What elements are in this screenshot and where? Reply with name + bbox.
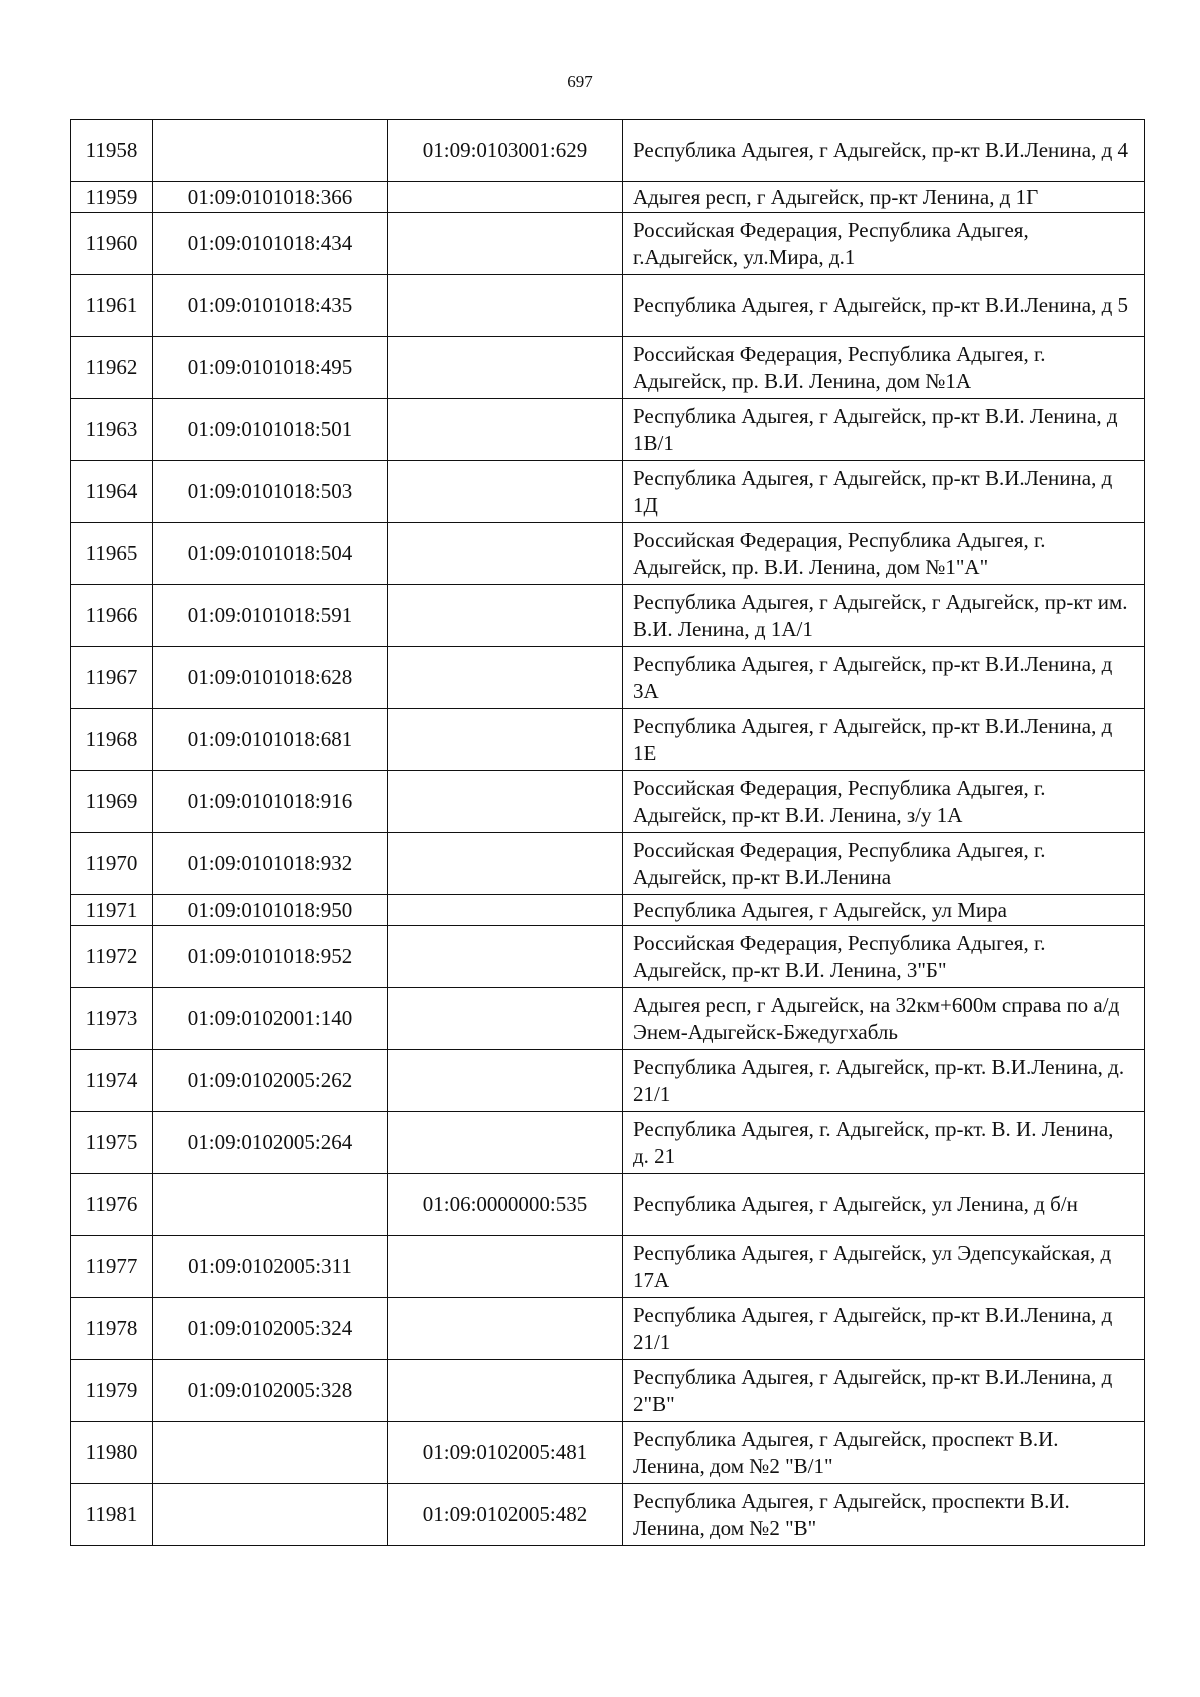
table-row	[71, 120, 1145, 182]
row-number: 11976	[71, 1174, 153, 1236]
cadastral-number-alt: 01:09:0102005:481	[388, 1422, 623, 1484]
cadastral-number: 01:09:0101018:366	[153, 182, 388, 213]
cadastral-number: 01:09:0101018:952	[153, 926, 388, 988]
table-row	[71, 1298, 1145, 1360]
row-number: 11977	[71, 1236, 153, 1298]
address: Адыгея респ, г Адыгейск, пр-кт Ленина, д 1Г	[623, 182, 1145, 213]
row-number: 11959	[71, 182, 153, 213]
row-number: 11963	[71, 399, 153, 461]
table-row	[71, 926, 1145, 988]
cadastral-number: 01:09:0102005:262	[153, 1050, 388, 1112]
table-row	[71, 337, 1145, 399]
cadastral-number-alt	[388, 988, 623, 1050]
row-number: 11979	[71, 1360, 153, 1422]
table-row	[71, 585, 1145, 647]
cadastral-number-alt	[388, 1236, 623, 1298]
cadastral-number	[153, 1422, 388, 1484]
cadastral-number: 01:09:0101018:501	[153, 399, 388, 461]
table-row	[71, 1422, 1145, 1484]
registry-table	[70, 119, 1145, 1546]
cadastral-number-alt	[388, 895, 623, 926]
table-row	[71, 647, 1145, 709]
address: Республика Адыгея, г Адыгейск, ул Эдепсукайская, д 17А	[623, 1236, 1145, 1298]
table-row	[71, 1112, 1145, 1174]
address: Республика Адыгея, г Адыгейск, пр-кт В.И.Ленина, д 3А	[623, 647, 1145, 709]
address: Республика Адыгея, г Адыгейск, ул Ленина, д б/н	[623, 1174, 1145, 1236]
page-number: 697	[567, 72, 593, 91]
address: Адыгея респ, г Адыгейск, на 32км+600м справа по а/д Энем-Адыгейск-Бжедугхабль	[623, 988, 1145, 1050]
address: Республика Адыгея, г Адыгейск, пр-кт В.И.Ленина, д 4	[623, 120, 1145, 182]
row-number: 11965	[71, 523, 153, 585]
cadastral-number-alt	[388, 182, 623, 213]
address: Республика Адыгея, г Адыгейск, г Адыгейск, пр-кт им. В.И. Ленина, д 1А/1	[623, 585, 1145, 647]
table-row	[71, 213, 1145, 275]
cadastral-number-alt	[388, 461, 623, 523]
address: Республика Адыгея, г Адыгейск, пр-кт В.И.Ленина, д 1Е	[623, 709, 1145, 771]
cadastral-number: 01:09:0101018:504	[153, 523, 388, 585]
table-row	[71, 709, 1145, 771]
cadastral-number: 01:09:0101018:495	[153, 337, 388, 399]
cadastral-number-alt	[388, 1298, 623, 1360]
row-number: 11968	[71, 709, 153, 771]
address: Республика Адыгея, г Адыгейск, ул Мира	[623, 895, 1145, 926]
address: Республика Адыгея, г Адыгейск, пр-кт В.И.Ленина, д 1Д	[623, 461, 1145, 523]
table-row	[71, 1484, 1145, 1546]
cadastral-number: 01:09:0102005:324	[153, 1298, 388, 1360]
address: Республика Адыгея, г Адыгейск, пр-кт В.И.Ленина, д 5	[623, 275, 1145, 337]
table-row	[71, 1360, 1145, 1422]
table-row	[71, 771, 1145, 833]
row-number: 11980	[71, 1422, 153, 1484]
table-row	[71, 895, 1145, 926]
cadastral-number: 01:09:0102005:264	[153, 1112, 388, 1174]
row-number: 11966	[71, 585, 153, 647]
table-row	[71, 1050, 1145, 1112]
cadastral-number: 01:09:0102005:328	[153, 1360, 388, 1422]
row-number: 11978	[71, 1298, 153, 1360]
row-number: 11960	[71, 213, 153, 275]
cadastral-number: 01:09:0101018:916	[153, 771, 388, 833]
cadastral-number-alt	[388, 833, 623, 895]
cadastral-number	[153, 1484, 388, 1546]
row-number: 11964	[71, 461, 153, 523]
address: Республика Адыгея, г. Адыгейск, пр-кт. В. И. Ленина, д. 21	[623, 1112, 1145, 1174]
cadastral-number: 01:09:0101018:628	[153, 647, 388, 709]
cadastral-number: 01:09:0101018:932	[153, 833, 388, 895]
table-row	[71, 1174, 1145, 1236]
cadastral-number: 01:09:0101018:950	[153, 895, 388, 926]
address: Республика Адыгея, г. Адыгейск, пр-кт. В.И.Ленина, д. 21/1	[623, 1050, 1145, 1112]
cadastral-number: 01:09:0101018:681	[153, 709, 388, 771]
address: Российская Федерация, Республика Адыгея, г. Адыгейск, пр-кт В.И. Ленина, 3"Б"	[623, 926, 1145, 988]
address: Российская Федерация, Республика Адыгея, г. Адыгейск, пр. В.И. Ленина, дом №1"А"	[623, 523, 1145, 585]
table-row	[71, 1236, 1145, 1298]
address: Республика Адыгея, г Адыгейск, проспекти В.И. Ленина, дом №2 "В"	[623, 1484, 1145, 1546]
cadastral-number-alt	[388, 1112, 623, 1174]
cadastral-number-alt	[388, 1050, 623, 1112]
table-row	[71, 523, 1145, 585]
table-row	[71, 182, 1145, 213]
row-number: 11961	[71, 275, 153, 337]
cadastral-number-alt	[388, 926, 623, 988]
address: Республика Адыгея, г Адыгейск, пр-кт В.И.Ленина, д 21/1	[623, 1298, 1145, 1360]
cadastral-number-alt	[388, 585, 623, 647]
row-number: 11958	[71, 120, 153, 182]
cadastral-number-alt	[388, 709, 623, 771]
cadastral-number-alt	[388, 213, 623, 275]
row-number: 11974	[71, 1050, 153, 1112]
address: Российская Федерация, Республика Адыгея, г. Адыгейск, пр. В.И. Ленина, дом №1А	[623, 337, 1145, 399]
address: Республика Адыгея, г Адыгейск, пр-кт В.И.Ленина, д 2"В"	[623, 1360, 1145, 1422]
row-number: 11970	[71, 833, 153, 895]
cadastral-number-alt	[388, 275, 623, 337]
address: Российская Федерация, Республика Адыгея, г.Адыгейск, ул.Мира, д.1	[623, 213, 1145, 275]
cadastral-number-alt: 01:06:0000000:535	[388, 1174, 623, 1236]
cadastral-number	[153, 120, 388, 182]
cadastral-number: 01:09:0101018:435	[153, 275, 388, 337]
cadastral-number-alt	[388, 771, 623, 833]
cadastral-number-alt	[388, 647, 623, 709]
address: Республика Адыгея, г Адыгейск, проспект В.И. Ленина, дом №2 "В/1"	[623, 1422, 1145, 1484]
row-number: 11973	[71, 988, 153, 1050]
table-row	[71, 275, 1145, 337]
row-number: 11981	[71, 1484, 153, 1546]
cadastral-number-alt	[388, 1360, 623, 1422]
row-number: 11975	[71, 1112, 153, 1174]
cadastral-number-alt	[388, 523, 623, 585]
registry-table-body	[71, 120, 1145, 1546]
cadastral-number: 01:09:0102005:311	[153, 1236, 388, 1298]
cadastral-number-alt: 01:09:0102005:482	[388, 1484, 623, 1546]
row-number: 11971	[71, 895, 153, 926]
cadastral-number: 01:09:0102001:140	[153, 988, 388, 1050]
address: Российская Федерация, Республика Адыгея, г. Адыгейск, пр-кт В.И.Ленина	[623, 833, 1145, 895]
cadastral-number: 01:09:0101018:591	[153, 585, 388, 647]
row-number: 11967	[71, 647, 153, 709]
cadastral-number-alt: 01:09:0103001:629	[388, 120, 623, 182]
address: Российская Федерация, Республика Адыгея, г. Адыгейск, пр-кт В.И. Ленина, з/у 1А	[623, 771, 1145, 833]
table-row	[71, 461, 1145, 523]
cadastral-number-alt	[388, 337, 623, 399]
row-number: 11969	[71, 771, 153, 833]
row-number: 11962	[71, 337, 153, 399]
address: Республика Адыгея, г Адыгейск, пр-кт В.И. Ленина, д 1В/1	[623, 399, 1145, 461]
table-row	[71, 988, 1145, 1050]
cadastral-number	[153, 1174, 388, 1236]
table-row	[71, 399, 1145, 461]
cadastral-number: 01:09:0101018:434	[153, 213, 388, 275]
cadastral-number-alt	[388, 399, 623, 461]
cadastral-number: 01:09:0101018:503	[153, 461, 388, 523]
table-row	[71, 833, 1145, 895]
row-number: 11972	[71, 926, 153, 988]
